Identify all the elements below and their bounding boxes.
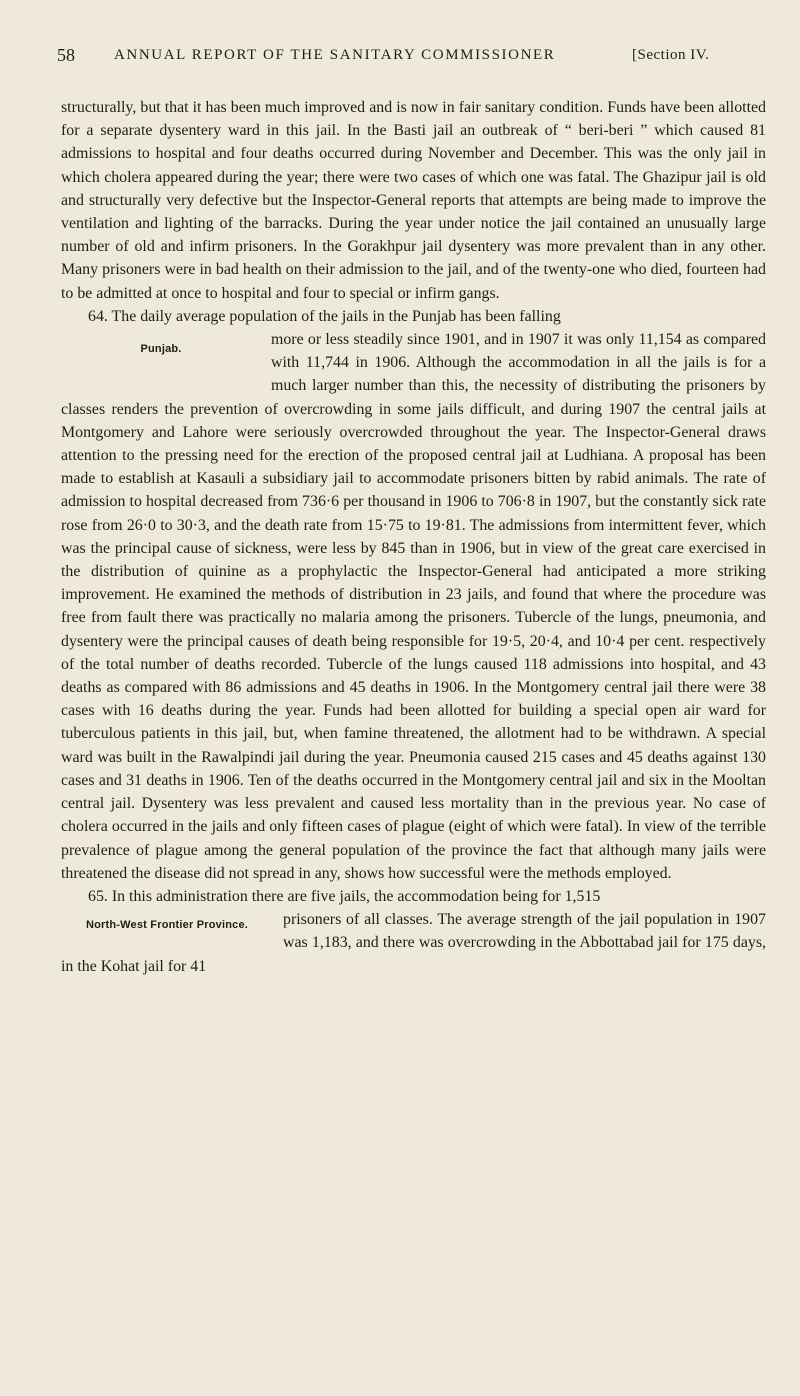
section-label: [Section IV. — [632, 47, 710, 63]
page-header — [0, 45, 800, 75]
margin-note-nwfp: North-West Frontier Province. — [85, 919, 249, 932]
running-head-title: ANNUAL REPORT OF THE SANITARY COMMISSIONER — [114, 47, 556, 63]
paragraph-64-punjab: more or less steadily since 1901, and in 1907 it was only 11,154 as compared with 11,744 in 1906. Although the accommodation in all the jails is for a much larger number than this, the necessity of distributing the prisoners by classes renders the prevention of overcrowding in some jails difficult, and during 1907 the central jails at Montgomery and Lahore were seriously overcrowded throughout the year. The Inspector-General draws attention to the pressing need for the erection of the proposed central jail at Ludhiana. A proposal has been made to establish at Kasauli a subsidiary jail to accommodate prisoners bitten by rabid animals. The rate of admission to hospital decreased from 736·6 per thousand in 1906 to 706·8 in 1907, but the constantly sick rate rose from 26·0 to 30·3, and the death rate from 15·75 to 19·81. The admissions from intermittent fever, which was the principal cause of sickness, were less by 845 than in 1906, but in view of the great care exercised in the distribution of quinine as a prophylactic the Inspector-General had anticipated a more striking improvement. He examined the methods of distribution in 23 jails, and found that where the procedure was free from fault there was practically no malaria among the prisoners. Tubercle of the lungs, pneumonia, and dysentery were the principal causes of death being responsible for 19·5, 20·4, and 10·4 per cent. respectively of the total number of deaths recorded. Tubercle of the lungs caused 118 admissions into hospital, and 43 deaths as compared with 86 admissions and 45 deaths in 1906. In the Montgomery central jail there were 38 cases with 16 deaths during the year. Funds had been allotted for building a special open air ward for tuberculous patients in this jail, but, when famine threatened, the allotment had to be withdrawn. A special ward was built in the Rawalpindi jail during the year. Pneumonia caused 215 cases and 45 deaths against 130 cases and 31 deaths in 1906. Ten of the deaths occurred in the Montgomery central jail and six in the Mooltan central jail. Dysentery was less prevalent and caused less mortality than in the previous year. No case of cholera occurred in the jails and only fifteen cases of plague (eight of which were fatal). In view of the terrible prevalence of plague among the general population of the province the fact that although many jails were threatened the disease did not spread in any, shows how successful were the methods employed. — [61, 331, 766, 882]
paragraph-65-lead: 65. In this administration there are five jails, the accommodation being for 1,515 — [88, 887, 601, 905]
paragraph-jails-up: structurally, but that it has been much improved and is now in fair sanitary condition. Funds have been allotted for a separate dysentery ward in this jail. In the Basti jail an outbreak of “ beri-beri ” which caused 81 admissions to hospital and four deaths occurred during November and December. This was the only jail in which cholera appeared during the year; there were two cases of which one was fatal. The Ghazipur jail is old and structurally very defective but the Inspector-General reports that attempts are being made to improve the ventilation and lighting of the barracks. During the year under notice the jail contained an unusually large number of old and infirm prisoners. In the Gorakhpur jail dysentery was more prevalent than in any other. Many prisoners were in bad health on their admission to the jail, and of the twenty-one who died, fourteen had to be admitted at once to hospital and four to special or infirm gangs. — [61, 99, 766, 302]
paragraph-65-nwfp: prisoners of all classes. The average strength of the jail population in 1907 was 1,183, and there was overcrowding in the Abbottabad jail for 175 days, in the Kohat jail for 41 — [61, 911, 766, 975]
page-number: 58 — [57, 45, 75, 65]
paragraph-64-lead: 64. The daily average population of the jails in the Punjab has been falling — [88, 307, 561, 325]
margin-note-punjab: Punjab. — [140, 343, 182, 356]
body-text — [61, 96, 766, 978]
